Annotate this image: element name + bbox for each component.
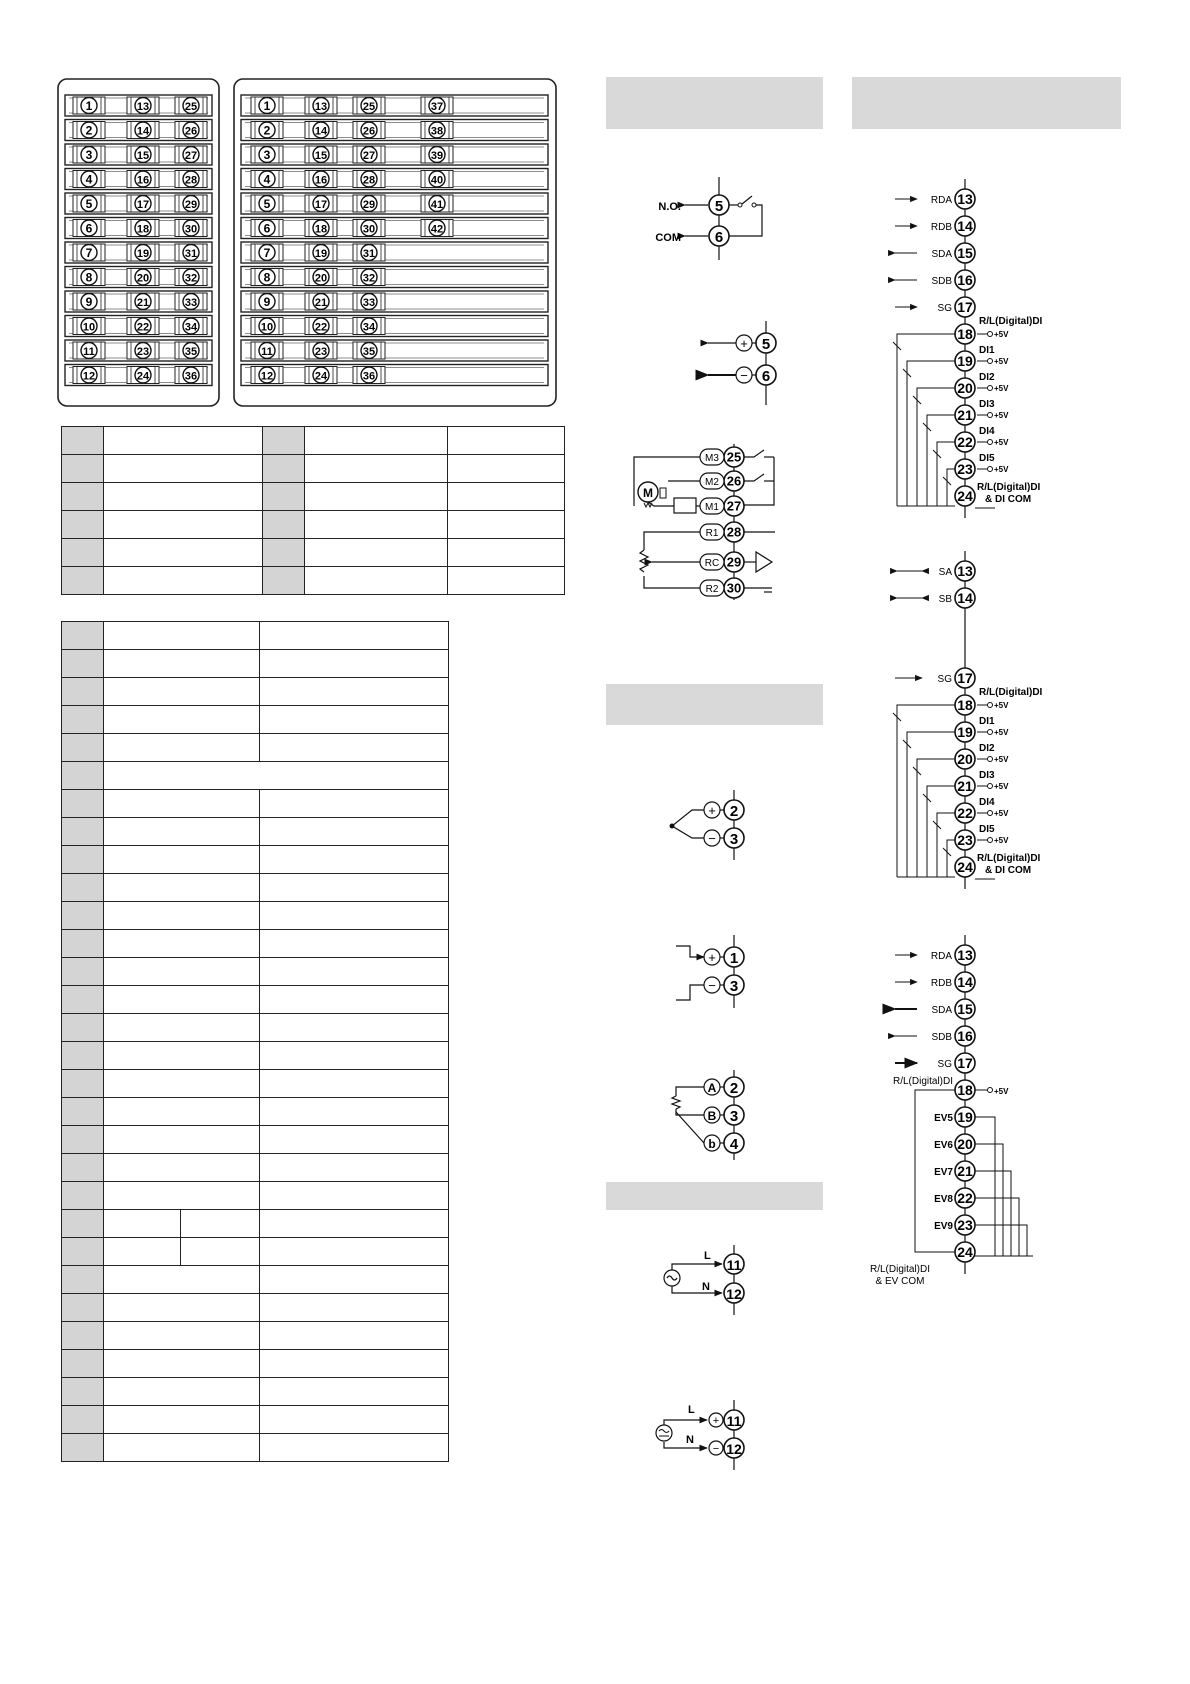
linear-plus-label: + <box>708 950 716 965</box>
terminal-number: 6 <box>263 221 271 236</box>
terminal-number: 24 <box>957 859 973 876</box>
terminal-number: 1 <box>85 99 93 113</box>
tc-minus-label: − <box>708 831 716 846</box>
di-label: DI4 <box>979 426 995 437</box>
terminal-number: 13 <box>957 191 973 208</box>
terminal-number: 34 <box>184 321 198 334</box>
signal-label: SDA <box>931 1005 952 1016</box>
terminal-number: 18 <box>136 223 150 236</box>
dc-power-diagram <box>656 1400 744 1470</box>
rtd-a-label: A <box>707 1081 717 1095</box>
terminal-number: 4 <box>263 172 271 187</box>
terminal-number: 27 <box>362 150 376 162</box>
terminal-number: 20 <box>136 272 150 285</box>
terminal-number: 36 <box>184 370 198 383</box>
tc-plus-label: + <box>708 803 716 818</box>
terminal-number: 19 <box>957 353 973 370</box>
comm-rs422-di-diagram <box>893 179 1043 518</box>
terminal-number: 14 <box>314 125 328 138</box>
terminal-number: 4 <box>729 1136 739 1153</box>
terminal-number: 17 <box>957 670 973 687</box>
terminal-number: 13 <box>957 563 973 580</box>
voltage-label: +5V <box>994 755 1009 764</box>
terminal-number: 12 <box>726 1286 742 1302</box>
terminal-number: 17 <box>957 299 973 316</box>
terminal-number: 19 <box>957 1109 973 1126</box>
terminal-number: 5 <box>714 198 724 215</box>
rtd-b-label: B <box>707 1109 717 1123</box>
line-label: L <box>704 1250 711 1262</box>
terminal-number: 2 <box>263 123 271 138</box>
terminal-number: 9 <box>85 295 93 309</box>
rtd-b-small-label: b <box>708 1137 716 1151</box>
terminal-number: 20 <box>314 272 328 285</box>
terminal-panel-small-content <box>65 95 212 386</box>
signal-label: R2 <box>705 584 719 595</box>
terminal-number: 14 <box>957 974 973 991</box>
voltage-label: +5V <box>994 384 1009 393</box>
terminal-number: 27 <box>726 498 742 514</box>
terminal-number: 15 <box>957 245 973 262</box>
terminal-number: 10 <box>260 321 274 334</box>
terminal-number: 11 <box>261 346 273 358</box>
signal-label: SA <box>938 567 952 578</box>
terminal-number: 14 <box>957 590 973 607</box>
terminal-panel-large-content <box>241 95 548 386</box>
di-label: DI2 <box>979 372 995 383</box>
terminal-number: 23 <box>314 346 328 358</box>
ev-label: EV6 <box>934 1140 953 1151</box>
motor-output-diagram <box>634 444 775 600</box>
terminal-number: 21 <box>957 1163 973 1180</box>
neutral-label: N <box>702 1281 710 1293</box>
terminal-number: 40 <box>430 174 444 187</box>
terminal-number: 10 <box>82 321 96 334</box>
terminal-number: 1 <box>729 950 739 967</box>
di-label: DI2 <box>979 743 995 754</box>
terminal-number: 26 <box>362 125 376 138</box>
terminal-number: 29 <box>726 554 742 570</box>
terminal-number: 1 <box>263 99 271 113</box>
terminal-number: 24 <box>957 1244 973 1261</box>
terminal-number: 16 <box>136 174 150 187</box>
terminal-number: 3 <box>729 978 739 995</box>
terminal-number: 6 <box>761 368 771 385</box>
terminal-number: 42 <box>430 223 444 236</box>
terminal-number: 13 <box>314 101 328 113</box>
terminal-number: 14 <box>957 218 973 235</box>
terminal-number: 2 <box>729 803 739 820</box>
terminal-number: 35 <box>184 346 198 358</box>
terminal-number: 3 <box>729 831 739 848</box>
terminal-number: 30 <box>184 223 198 236</box>
dc-plus-label: + <box>712 1415 720 1427</box>
signal-label: SDB <box>931 1032 952 1043</box>
terminal-number: 17 <box>957 1055 973 1072</box>
comm-rs485-di-diagram <box>893 551 1043 889</box>
terminal-number: 25 <box>362 101 376 113</box>
thermocouple-input-diagram <box>670 790 745 860</box>
terminal-number: 6 <box>85 221 93 236</box>
motor-label: M <box>643 486 653 500</box>
terminal-number: 31 <box>362 248 376 260</box>
terminal-number: 18 <box>314 223 328 236</box>
di-label: DI5 <box>979 824 995 835</box>
terminal-number: 2 <box>729 1080 739 1097</box>
rl-digital-label: R/L(Digital)DI <box>979 687 1043 698</box>
terminal-number: 7 <box>263 246 271 260</box>
terminal-number: 5 <box>263 197 271 211</box>
terminal-number: 23 <box>957 832 973 849</box>
terminal-number: 7 <box>85 246 93 260</box>
terminal-number: 22 <box>957 805 973 822</box>
signal-label: R1 <box>705 528 719 539</box>
terminal-number: 21 <box>957 407 973 424</box>
terminal-number: 41 <box>430 199 444 211</box>
signal-label: RDB <box>930 222 952 233</box>
relay-com-label: COM <box>655 232 681 244</box>
terminal-number: 11 <box>726 1257 742 1273</box>
terminal-number: 29 <box>362 199 376 211</box>
terminal-number: 12 <box>726 1441 742 1457</box>
terminal-number: 3 <box>263 148 271 162</box>
terminal-number: 20 <box>957 380 973 397</box>
terminal-number: 27 <box>184 150 198 162</box>
common-label: R/L(Digital)DI <box>977 482 1041 493</box>
voltage-label: +5V <box>994 438 1009 447</box>
terminal-number: 18 <box>957 1082 973 1099</box>
terminal-number: 35 <box>362 346 376 358</box>
terminal-number: 18 <box>957 326 973 343</box>
signal-label: RDA <box>930 951 952 962</box>
terminal-number: 20 <box>957 751 973 768</box>
common-label: R/L(Digital)DI <box>869 1264 931 1275</box>
terminal-number: 14 <box>136 125 150 138</box>
terminal-number: 16 <box>314 174 328 187</box>
ssr-output-diagram <box>708 321 776 405</box>
signal-label: SDB <box>931 276 952 287</box>
terminal-number: 3 <box>85 148 93 162</box>
terminal-number: 8 <box>263 270 271 285</box>
line-label: L <box>688 1404 695 1416</box>
terminal-number: 18 <box>957 697 973 714</box>
rl-digital-label: R/L(Digital)DI <box>979 316 1043 327</box>
signal-label: M2 <box>705 477 719 488</box>
comm-rs422-ev-diagram <box>870 935 1033 1287</box>
terminal-number: 17 <box>314 199 328 211</box>
terminal-number: 3 <box>729 1108 739 1125</box>
amplifier-icon <box>756 552 772 572</box>
terminal-number: 21 <box>314 297 328 309</box>
terminal-number: 11 <box>83 346 95 358</box>
terminal-number: 26 <box>184 125 198 138</box>
terminal-number: 2 <box>85 123 93 138</box>
ev-label: EV8 <box>934 1194 953 1205</box>
terminal-number: 26 <box>726 473 742 489</box>
terminal-number: 33 <box>362 297 376 309</box>
di-label: DI3 <box>979 770 995 781</box>
terminal-number: 34 <box>362 321 376 334</box>
terminal-number: 33 <box>184 297 198 309</box>
terminal-number: 39 <box>430 150 444 162</box>
terminal-number: 29 <box>184 199 198 211</box>
terminal-number: 21 <box>957 778 973 795</box>
terminal-number: 16 <box>957 1028 973 1045</box>
common-label: & DI COM <box>985 865 1032 876</box>
terminal-number: 5 <box>761 336 771 353</box>
terminal-number: 22 <box>957 434 973 451</box>
terminal-number: 25 <box>184 101 198 113</box>
signal-label: SG <box>937 674 952 685</box>
ssr-plus-label: + <box>740 336 748 351</box>
voltage-label: +5V <box>994 465 1009 474</box>
neutral-label: N <box>686 1434 694 1446</box>
voltage-label: +5V <box>994 782 1009 791</box>
terminal-number: 25 <box>726 449 742 465</box>
terminal-number: 23 <box>136 346 150 358</box>
terminal-number: 11 <box>726 1413 742 1429</box>
dc-source-icon <box>656 1425 672 1441</box>
terminal-number: 23 <box>957 1217 973 1234</box>
terminal-number: 15 <box>957 1001 973 1018</box>
terminal-number: 21 <box>136 297 150 309</box>
terminal-number: 24 <box>136 370 150 383</box>
ac-power-diagram <box>664 1245 744 1315</box>
voltage-label: +5V <box>994 411 1009 420</box>
terminal-number: 22 <box>136 321 150 334</box>
linear-minus-label: − <box>708 978 716 993</box>
signal-label: SG <box>937 303 952 314</box>
voltage-label: +5V <box>994 836 1009 845</box>
rtd-input-diagram <box>672 1070 744 1160</box>
signal-label: RDB <box>930 978 952 989</box>
terminal-number: 13 <box>957 947 973 964</box>
relay-no-label: N.O. <box>658 201 681 213</box>
terminal-number: 19 <box>957 724 973 741</box>
terminal-number: 32 <box>362 272 376 285</box>
voltage-label: +5V <box>994 809 1009 818</box>
terminal-number: 17 <box>136 199 150 211</box>
terminal-number: 28 <box>184 174 198 187</box>
common-label: & DI COM <box>985 494 1032 505</box>
di-label: DI3 <box>979 399 995 410</box>
ev-label: EV5 <box>934 1113 953 1124</box>
terminal-number: 22 <box>957 1190 973 1207</box>
signal-label: M3 <box>705 453 719 464</box>
signal-label: SG <box>937 1059 952 1070</box>
terminal-number: 38 <box>430 125 444 138</box>
terminal-number: 28 <box>362 174 376 187</box>
voltage-label: +5V <box>994 330 1009 339</box>
dc-minus-label: − <box>712 1443 720 1455</box>
voltage-label: +5V <box>994 357 1009 366</box>
terminal-number: 16 <box>957 272 973 289</box>
capacitor-box <box>674 498 696 513</box>
terminal-number: 19 <box>314 248 328 260</box>
rl-digital-label: R/L(Digital)DI <box>892 1076 953 1087</box>
common-label: & EV COM <box>875 1276 925 1287</box>
terminal-number: 15 <box>314 150 328 162</box>
terminal-number: 8 <box>85 270 93 285</box>
signal-label: M1 <box>705 502 719 513</box>
terminal-number: 23 <box>957 461 973 478</box>
terminal-number: 32 <box>184 272 198 285</box>
di-label: DI5 <box>979 453 995 464</box>
terminal-number: 6 <box>714 229 724 246</box>
relay-output-diagram <box>655 177 762 260</box>
terminal-number: 24 <box>314 370 328 383</box>
signal-label: RDA <box>930 195 952 206</box>
voltage-label: +5V <box>994 728 1009 737</box>
terminal-number: 31 <box>184 248 198 260</box>
terminal-number: 12 <box>260 370 274 383</box>
terminal-number: 37 <box>430 101 444 113</box>
terminal-number: 30 <box>362 223 376 236</box>
terminal-number: 24 <box>957 488 973 505</box>
signal-label: SB <box>938 594 952 605</box>
terminal-number: 30 <box>726 580 742 596</box>
terminal-number: 13 <box>136 101 150 113</box>
terminal-number: 28 <box>726 524 742 540</box>
terminal-number: 5 <box>85 197 93 211</box>
terminal-number: 20 <box>957 1136 973 1153</box>
terminal-number: 19 <box>136 248 150 260</box>
terminal-number: 12 <box>82 370 96 383</box>
voltage-label: +5V <box>994 701 1009 710</box>
ssr-minus-label: − <box>740 368 748 383</box>
ev-label: EV7 <box>934 1167 953 1178</box>
linear-input-diagram <box>676 935 744 1008</box>
ev-label: EV9 <box>934 1221 953 1232</box>
signal-label: RC <box>704 558 720 569</box>
voltage-label: +5V <box>994 1087 1009 1096</box>
terminal-number: 9 <box>263 295 271 309</box>
di-label: DI4 <box>979 797 995 808</box>
terminal-number: 4 <box>85 172 93 187</box>
di-label: DI1 <box>979 345 995 356</box>
terminal-number: 15 <box>136 150 150 162</box>
terminal-number: 22 <box>314 321 328 334</box>
terminal-number: 36 <box>362 370 376 383</box>
common-label: R/L(Digital)DI <box>977 853 1041 864</box>
di-label: DI1 <box>979 716 995 727</box>
signal-label: SDA <box>931 249 952 260</box>
